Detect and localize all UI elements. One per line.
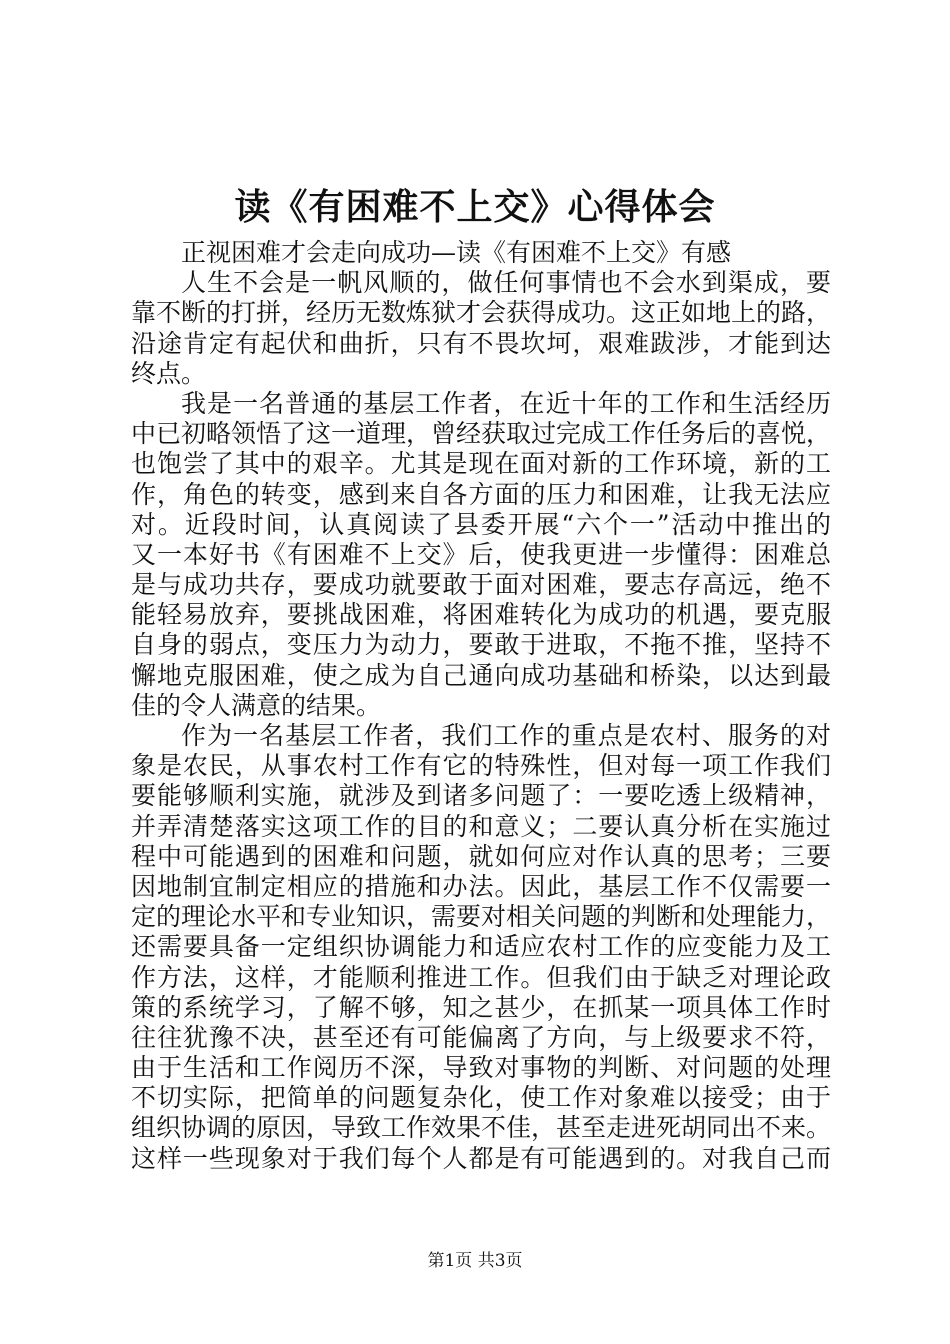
paragraph-line: 沿途肯定有起伏和曲折，只有不畏坎坷，艰难跋涉，才能到达 — [131, 328, 831, 358]
paragraph-line: 往往犹豫不决，甚至还有可能偏离了方向，与上级要求不符， — [131, 1022, 831, 1052]
paragraph-line: 是与成功共存，要成功就要敢于面对困难，要志存高远，绝不 — [131, 570, 831, 600]
paragraph-line: 定的理论水平和专业知识，需要对相关问题的判断和处理能力， — [131, 902, 832, 932]
page-number-footer: 第1页 共3页 — [427, 1251, 523, 1271]
paragraph-line: 也饱尝了其中的艰辛。尤其是现在面对新的工作环境，新的工 — [131, 449, 831, 479]
document-title: 读《有困难不上交》心得体会 — [234, 187, 716, 228]
paragraph-line: 中已初略领悟了这一道理，曾经获取过完成工作任务后的喜悦， — [131, 419, 832, 449]
paragraph-line: 因地制宜制定相应的措施和办法。因此，基层工作不仅需要一 — [131, 871, 831, 901]
paragraph-line: 由于生活和工作阅历不深，导致对事物的判断、对问题的处理 — [131, 1053, 831, 1083]
paragraph — [131, 721, 831, 1174]
paragraph-line: 要能够顺利实施，就涉及到诸多问题了：一要吃透上级精神， — [131, 781, 831, 811]
paragraph-line: 组织协调的原因，导致工作效果不佳，甚至走进死胡同出不来。 — [131, 1113, 832, 1143]
paragraph-line: 策的系统学习，了解不够，知之甚少，在抓某一项具体工作时 — [131, 992, 831, 1022]
document-body — [131, 238, 831, 1174]
paragraph-line: 还需要具备一定组织协调能力和适应农村工作的应变能力及工 — [131, 932, 831, 962]
paragraph — [131, 389, 831, 721]
paragraph-line: 我是一名普通的基层工作者，在近十年的工作和生活经历 — [181, 388, 831, 418]
paragraph-line: 自身的弱点，变压力为动力，要敢于进取，不拖不推，坚持不 — [131, 630, 831, 660]
paragraph-line: 佳的令人满意的结果。 — [131, 690, 382, 720]
paragraph-line: 作方法，这样，才能顺利推进工作。但我们由于缺乏对理论政 — [131, 962, 831, 992]
paragraph-line: 对。近段时间，认真阅读了县委开展“六个一”活动中推出的 — [131, 509, 831, 539]
paragraph-line: 懈地克服困难，使之成为自己通向成功基础和桥染，以达到最 — [131, 660, 831, 690]
paragraph-line: 这样一些现象对于我们每个人都是有可能遇到的。对我自己而 — [131, 1143, 831, 1173]
paragraph-line: 象是农民，从事农村工作有它的特殊性，但对每一项工作我们 — [131, 751, 831, 781]
paragraph-line: 人生不会是一帆风顺的，做任何事情也不会水到渠成，要 — [181, 268, 831, 298]
paragraph-line: 靠不断的打拼，经历无数炼狱才会获得成功。这正如地上的路， — [131, 298, 832, 328]
paragraph-line: 终点。 — [131, 358, 207, 388]
paragraph-line: 作，角色的转变，感到来自各方面的压力和困难，让我无法应 — [131, 479, 831, 509]
paragraph-line: 又一本好书《有困难不上交》后，使我更进一步懂得：困难总 — [131, 539, 831, 569]
paragraph — [131, 268, 831, 389]
paragraph-line: 能轻易放弃，要挑战困难，将困难转化为成功的机遇，要克服 — [131, 600, 831, 630]
paragraph-line: 不切实际，把简单的问题复杂化，使工作对象难以接受；由于 — [131, 1083, 831, 1113]
paragraph-line: 作为一名基层工作者，我们工作的重点是农村、服务的对 — [181, 721, 831, 750]
paragraph-line: 并弄清楚落实这项工作的目的和意义；二要认真分析在实施过 — [131, 811, 831, 841]
paragraph-line: 程中可能遇到的困难和问题，就如何应对作认真的思考；三要 — [131, 841, 831, 871]
document-subtitle: 正视困难才会走向成功—读《有困难不上交》有感 — [181, 238, 732, 267]
